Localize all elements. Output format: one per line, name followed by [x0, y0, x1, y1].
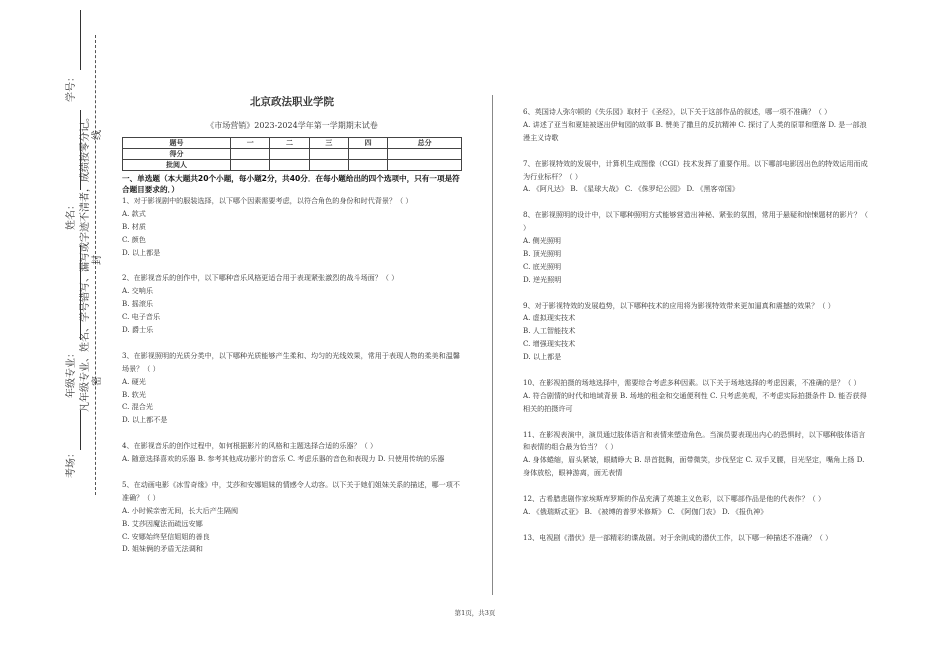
section-title: 一、单选题（本大题共20个小题，每小题2分，共40分．在每小题给出的四个选项中，只有一项是符合题目要求的．） [122, 174, 460, 194]
question-item [523, 493, 868, 519]
question-list-left [122, 195, 462, 556]
question-option: B. 材质 [122, 221, 146, 231]
question-option: D. 以上都是 [523, 352, 562, 362]
question-list-right [523, 106, 868, 545]
score-cell: 二 [270, 138, 309, 149]
score-blank [348, 149, 387, 160]
reviewer-blank [309, 160, 348, 171]
question-stem: 10、在影视拍摄的场地选择中，需要综合考虑多种因素。以下关于场地选择的考虑因素，不准确的是？（ ） [523, 377, 861, 387]
reviewer-blank [348, 160, 387, 171]
question-option: C. 增强现实技术 [523, 339, 576, 349]
question-item [122, 350, 462, 427]
question-item [523, 429, 868, 481]
question-option: D. 爵士乐 [122, 325, 154, 335]
score-table-header-row [123, 138, 462, 149]
question-item [122, 479, 462, 556]
question-option: A. 《俄瑞斯忒亚》 B. 《被缚的普罗米修斯》 C. 《阿伽门农》 D. 《报仇神》 [523, 507, 768, 516]
question-option: D. 以上都是 [122, 247, 161, 257]
score-table [122, 137, 462, 171]
question-item [122, 272, 462, 337]
question-option: B. 艾莎因魔法而疏远安娜 [122, 518, 203, 528]
question-spacer [122, 337, 462, 350]
question-stem: 11、在影视表演中，演员通过肢体语言和表情来塑造角色。当演员要表现出内心的恐惧时，以下哪种肢体语言和表情的组合最为恰当？（ ） [523, 429, 866, 452]
question-stem: 12、古希腊悲剧作家埃斯库罗斯的作品充满了英雄主义色彩，以下哪部作品是他的代表作？（ ） [523, 494, 826, 504]
score-cell: 四 [348, 138, 387, 149]
question-stem: 13、电视剧《潜伏》是一部精彩的谍战剧。对于余则成的潜伏工作，以下哪一种描述不准确？（ ） [523, 532, 833, 542]
score-blank [309, 149, 348, 160]
score-table-score-row [123, 149, 462, 160]
xuehao-blank [80, 10, 81, 70]
question-item [523, 532, 868, 545]
question-stem: 3、在影视照明的光质分类中，以下哪种光质能够产生柔和、均匀的光线效果，常用于表现人物的柔美和温馨场景？（ ） [122, 350, 460, 373]
score-blank [270, 149, 309, 160]
question-option: B. 摇滚乐 [122, 299, 154, 309]
seal-xian: 线 [92, 130, 103, 140]
reviewer-blank [231, 160, 270, 171]
question-item [122, 195, 462, 260]
question-option: C. 电子音乐 [122, 312, 161, 322]
binding-notice: 凡年级专业、姓名、学号错写、漏写或字迹不清者，成绩按零分记。 [80, 112, 91, 412]
question-item [523, 300, 868, 365]
score-blank [231, 149, 270, 160]
xuehao-label: 学号： [66, 72, 77, 102]
score-cell: 一 [231, 138, 270, 149]
cut-line [95, 35, 96, 495]
question-spacer [122, 466, 462, 479]
binding-strip [0, 0, 110, 672]
question-option: A. 交响乐 [122, 286, 153, 296]
question-stem: 6、英国诗人弥尔顿的《失乐园》取材于《圣经》，以下关于这部作品的叙述，哪一项不准确？（ ） [523, 107, 832, 116]
score-cell: 三 [309, 138, 348, 149]
question-stem: 1、对于影视剧中的服装选择，以下哪个因素需要考虑，以符合角色的身份和时代背景？（ ） [122, 196, 413, 205]
question-spacer [523, 416, 868, 429]
question-option: A. 硬光 [122, 376, 146, 386]
question-option: B. 人工智能技术 [523, 326, 576, 336]
seal-feng: 封 [92, 255, 103, 265]
question-option: A. 身体蜷缩，眉头紧皱，眼睛睁大 B. 昂首挺胸，面带微笑，步伐坚定 C. 双手叉腰，目光坚定，嘴角上扬 D. 身体放松，眼神游离，面无表情 [523, 455, 865, 478]
question-spacer [523, 287, 868, 300]
question-spacer [523, 480, 868, 493]
question-item [523, 106, 868, 145]
page-footer: 第1页，共3页 [454, 609, 496, 617]
question-option: C. 颜色 [122, 234, 146, 244]
question-option: C. 底光照明 [523, 261, 562, 271]
score-cell: 题号 [123, 138, 231, 149]
question-spacer [523, 519, 868, 532]
school-name: 北京政法职业学院 [250, 96, 334, 108]
left-column [122, 95, 462, 556]
column-divider [492, 95, 493, 595]
question-stem: 2、在影视音乐的创作中，以下哪种音乐风格更适合用于表现紧张激烈的战斗场面？（ ） [122, 273, 399, 283]
question-item [523, 209, 868, 286]
question-item [122, 440, 462, 466]
score-cell: 总分 [388, 138, 462, 149]
question-option: A. 小时候亲密无间，长大后产生隔阂 [122, 505, 239, 515]
score-row-label: 得分 [123, 149, 231, 160]
question-stem: 4、在影视音乐的创作过程中，如何根据影片的风格和主题选择合适的乐器？（ ） [122, 441, 378, 451]
question-option: A. 侧光照明 [523, 236, 562, 246]
score-blank [388, 149, 462, 160]
question-spacer [523, 196, 868, 209]
question-option: A. 款式 [122, 208, 146, 218]
question-item [523, 158, 868, 197]
kaochang-blank [80, 410, 81, 450]
xingming-label: 姓名： [66, 200, 77, 230]
question-item [523, 377, 868, 416]
reviewer-blank [388, 160, 462, 171]
question-option: B. 顶光照明 [523, 248, 562, 258]
question-stem: 7、在影视特效的发展中，计算机生成图像（CGI）技术发挥了重要作用。以下哪部电影因出色的特效运用而成为行业标杆？（ ） [523, 158, 868, 181]
question-option: B. 软光 [122, 389, 146, 399]
right-column [523, 106, 868, 545]
question-option: A. 随意选择喜欢的乐器 B. 参考其他成功影片的音乐 C. 考虑乐器的音色和表现力 D. 只使用传统的乐器 [122, 454, 445, 464]
question-option: A. 符合剧情的时代和地域背景 B. 场地的租金和交通便利性 C. 只考虑美观，不考虑实际拍摄条件 D. 能否获得相关的拍摄许可 [523, 390, 867, 413]
seal-mi: 密 [92, 376, 103, 386]
question-stem: 9、对于影视特效的发展趋势，以下哪种技术的应用将为影视特效带来更加逼真和震撼的效果？（ ） [523, 300, 835, 310]
question-option: D. 姐妹俩的矛盾无法调和 [122, 544, 203, 554]
kaochang-label: 考场： [66, 448, 77, 478]
reviewer-blank [270, 160, 309, 171]
question-spacer [122, 260, 462, 273]
question-option: C. 混合光 [122, 402, 153, 412]
score-table-reviewer-row [123, 160, 462, 171]
exam-title: 《市场营销》2023-2024学年第一学期期末试卷 [206, 121, 378, 130]
question-spacer [122, 427, 462, 440]
question-option: C. 安娜始终坚信姐姐的善良 [122, 531, 210, 541]
question-option: D. 以上都不是 [122, 415, 168, 425]
nianji-label: 年级专业： [66, 348, 77, 398]
question-option: D. 逆光照明 [523, 274, 562, 284]
question-spacer [523, 145, 868, 158]
reviewer-row-label: 批阅人 [123, 160, 231, 171]
question-option: A. 虚拟现实技术 [523, 313, 576, 323]
question-stem: 8、在影视照明的设计中，以下哪种照明方式能够营造出神秘、紧张的氛围，常用于悬疑和惊悚题材的影片？（ ） [523, 210, 869, 233]
question-stem: 5、在动画电影《冰雪奇缘》中，艾莎和安娜姐妹的情感令人动容。以下关于她们姐妹关系的描述，哪一项不准确？（ ） [122, 479, 460, 502]
question-option: A. 《阿凡达》 B. 《星球大战》 C. 《侏罗纪公园》 D. 《黑客帝国》 [523, 184, 739, 194]
question-spacer [523, 364, 868, 377]
question-option: A. 讲述了亚当和夏娃被逐出伊甸园的故事 B. 赞美了撒旦的反抗精神 C. 探讨了人类的原罪和堕落 D. 是一部浪漫主义诗歌 [523, 119, 867, 142]
